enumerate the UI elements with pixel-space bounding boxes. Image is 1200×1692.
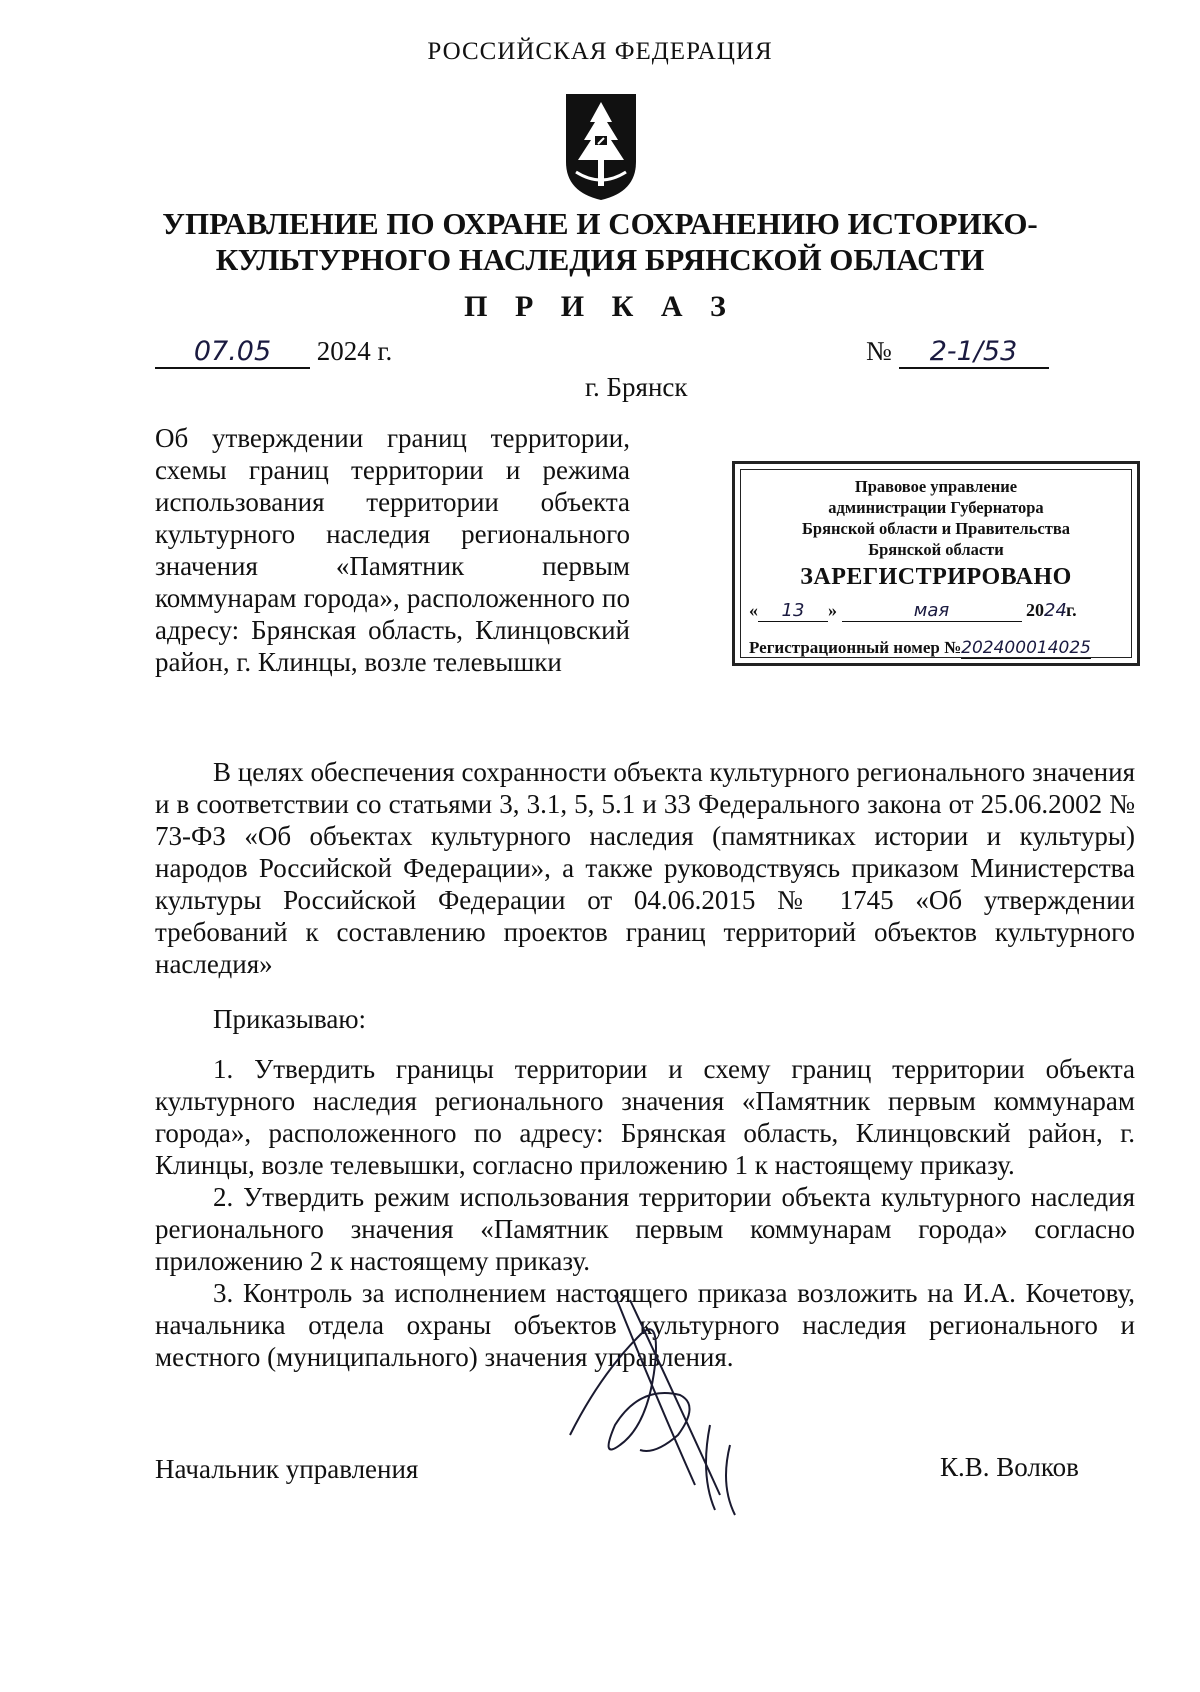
order-year: 2024 г.	[316, 336, 393, 366]
order-word: Приказываю:	[213, 1004, 366, 1034]
handwritten-date: 07.05	[155, 336, 310, 369]
stamp-date: « 13 » мая 2024г.	[749, 600, 1077, 621]
stamp-org-line: Правовое управление	[854, 477, 1018, 496]
stamp-year-prefix: 20	[1026, 600, 1044, 620]
document-type: П Р И К А З	[464, 290, 736, 323]
order-number	[866, 336, 1049, 369]
stamp-year: 24	[1044, 600, 1067, 621]
registration-stamp	[732, 461, 1140, 666]
stamp-reg-label: Регистрационный номер №	[749, 638, 962, 657]
order-item: 1. Утвердить границы территории и схему границ территории объекта культурного наследия регионального значения «Памятник первым коммунарам города», расположенного по адресу: Брянская область, Клинцовский район, г. Клинцы, возле телевышки, согласно приложению 1 к настоящему приказу.	[155, 1054, 1135, 1180]
number-sign: №	[866, 336, 892, 366]
handwritten-number: 2-1/53	[899, 336, 1049, 369]
stamp-organization	[741, 476, 1131, 560]
stamp-registered: ЗАРЕГИСТРИРОВАНО	[800, 564, 1072, 590]
preamble-paragraph: В целях обеспечения сохранности объекта культурного регионального значения и в соответствии со статьями 3, 3.1, 5, 5.1 и 33 Федерального закона от 25.06.2002 № 73-ФЗ «Об объектах культурного наследия (памятниках истории и культуры) народов Российской Федерации», а также руководствуясь приказом Министерства культуры Российской Федерации от 04.06.2015 № 1745 «Об утверждении требований к составлению проектов границ территорий объектов культурного наследия»	[155, 757, 1135, 979]
city: г. Брянск	[585, 372, 688, 402]
stamp-org-line: администрации Губернатора	[828, 498, 1044, 517]
stamp-year-suffix: г.	[1066, 600, 1077, 620]
agency-name	[0, 206, 1200, 278]
stamp-org-line: Брянской области	[868, 540, 1004, 559]
stamp-org-line: Брянской области и Правительства	[802, 519, 1070, 538]
signatory-name: К.В. Волков	[940, 1452, 1079, 1482]
stamp-inner-border	[740, 469, 1132, 658]
order-date	[155, 336, 392, 369]
order-subject: Об утверждении границ территории, схемы границ территории и режима использования территории объекта культурного наследия регионального значения «Памятник первым коммунарам города», расположенного по адресу: Брянская область, Клинцовский район, г. Клинцы, возле телевышки	[155, 423, 630, 677]
stamp-reg-value: 202400014025	[961, 638, 1091, 658]
stamp-day: 13	[758, 600, 828, 622]
coat-of-arms-icon	[562, 92, 640, 202]
agency-line-2: КУЛЬТУРНОГО НАСЛЕДИЯ БРЯНСКОЙ ОБЛАСТИ	[215, 242, 985, 277]
signatory-title: Начальник управления	[155, 1454, 419, 1484]
agency-line-1: УПРАВЛЕНИЕ ПО ОХРАНЕ И СОХРАНЕНИЮ ИСТОРИКО-	[162, 206, 1038, 241]
country-heading: РОССИЙСКАЯ ФЕДЕРАЦИЯ	[427, 38, 773, 65]
stamp-month: мая	[842, 600, 1022, 622]
order-item: 3. Контроль за исполнением настоящего приказа возложить на И.А. Кочетову, начальника отдела охраны объектов культурного наследия регионального и местного (муниципального) значения управления.	[155, 1278, 1135, 1372]
order-item: 2. Утвердить режим использования территории объекта культурного наследия регионального значения «Памятник первым коммунарам города» согласно приложению 2 к настоящему приказу.	[155, 1182, 1135, 1276]
handwritten-signature	[560, 1275, 760, 1525]
stamp-reg-number	[749, 638, 1134, 659]
